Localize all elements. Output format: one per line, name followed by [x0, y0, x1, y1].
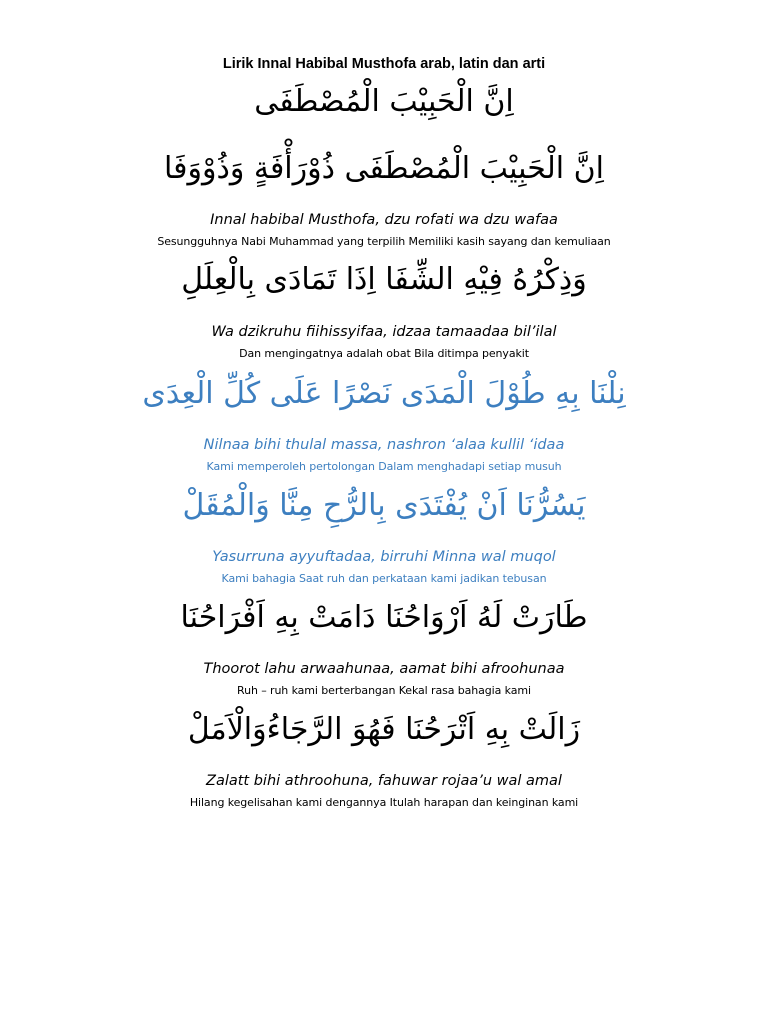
verse-1-meaning: Sesungguhnya Nabi Muhammad yang terpilih Memiliki kasih sayang dan kemuliaan: [157, 235, 611, 248]
verse-6-latin: Zalatt bihi athroohuna, fahuwar rojaa’u wal amal: [206, 773, 562, 789]
verse-6-meaning: Hilang kegelisahan kami dengannya Itulah harapan dan keinginan kami: [189, 796, 579, 809]
verse-1-latin: Innal habibal Musthofa, dzu rofati wa dzu wafaa: [210, 212, 558, 228]
verse-4-latin: Yasurruna ayyuftadaa, birruhi Minna wal muqol: [212, 549, 556, 565]
verse-2-arabic: وَذِكْرُهُ فِيْهِ الشِّفَا اِذَا تَمَادَى بِالْعِلَلِ: [181, 262, 587, 297]
verse-1-arabic: اِنَّ الْحَبِيْبَ الْمُصْطَفَى ذُوْرَأْفَةٍ وَذُوْوَفَا: [164, 151, 604, 186]
verse-2-latin: Wa dzikruhu fiihissyifaa, idzaa tamaadaa bil’ilal: [211, 324, 557, 340]
heading-arabic: اِنَّ الْحَبِيْبَ الْمُصْطَفَى: [254, 84, 514, 119]
verse-5-arabic: طَارَتْ لَهُ اَرْوَاحُنَا دَامَتْ بِهِ اَفْرَاحُنَا: [180, 600, 588, 635]
verse-2-meaning: Dan mengingatnya adalah obat Bila ditimpa penyakit: [239, 347, 529, 360]
verse-3-meaning: Kami memperoleh pertolongan Dalam menghadapi setiap musuh: [206, 460, 562, 473]
verse-4-meaning: Kami bahagia Saat ruh dan perkataan kami jadikan tebusan: [221, 572, 547, 585]
page-title: Lirik Innal Habibal Musthofa arab, latin dan arti: [222, 56, 546, 72]
verse-5-latin: Thoorot lahu arwaahunaa, aamat bihi afroohunaa: [203, 661, 565, 677]
verse-6-arabic: زَالَتْ بِهِ اَتْرَحُنَا فَهُوَ الرَّجَاءُوَالْاَمَلْ: [187, 712, 581, 747]
verse-4-arabic: يَسُرُّنَا اَنْ يُفْتَدَى بِالرُّحِ مِنَّا وَالْمُقَلْ: [182, 488, 586, 523]
verse-3-arabic: نِلْنَا بِهِ طُوْلَ الْمَدَى نَصْرًا عَلَى كُلِّ الْعِدَى: [142, 376, 626, 411]
verse-5-meaning: Ruh – ruh kami berterbangan Kekal rasa bahagia kami: [237, 684, 531, 697]
verse-3-latin: Nilnaa bihi thulal massa, nashron ‘alaa kullil ‘idaa: [203, 437, 565, 453]
